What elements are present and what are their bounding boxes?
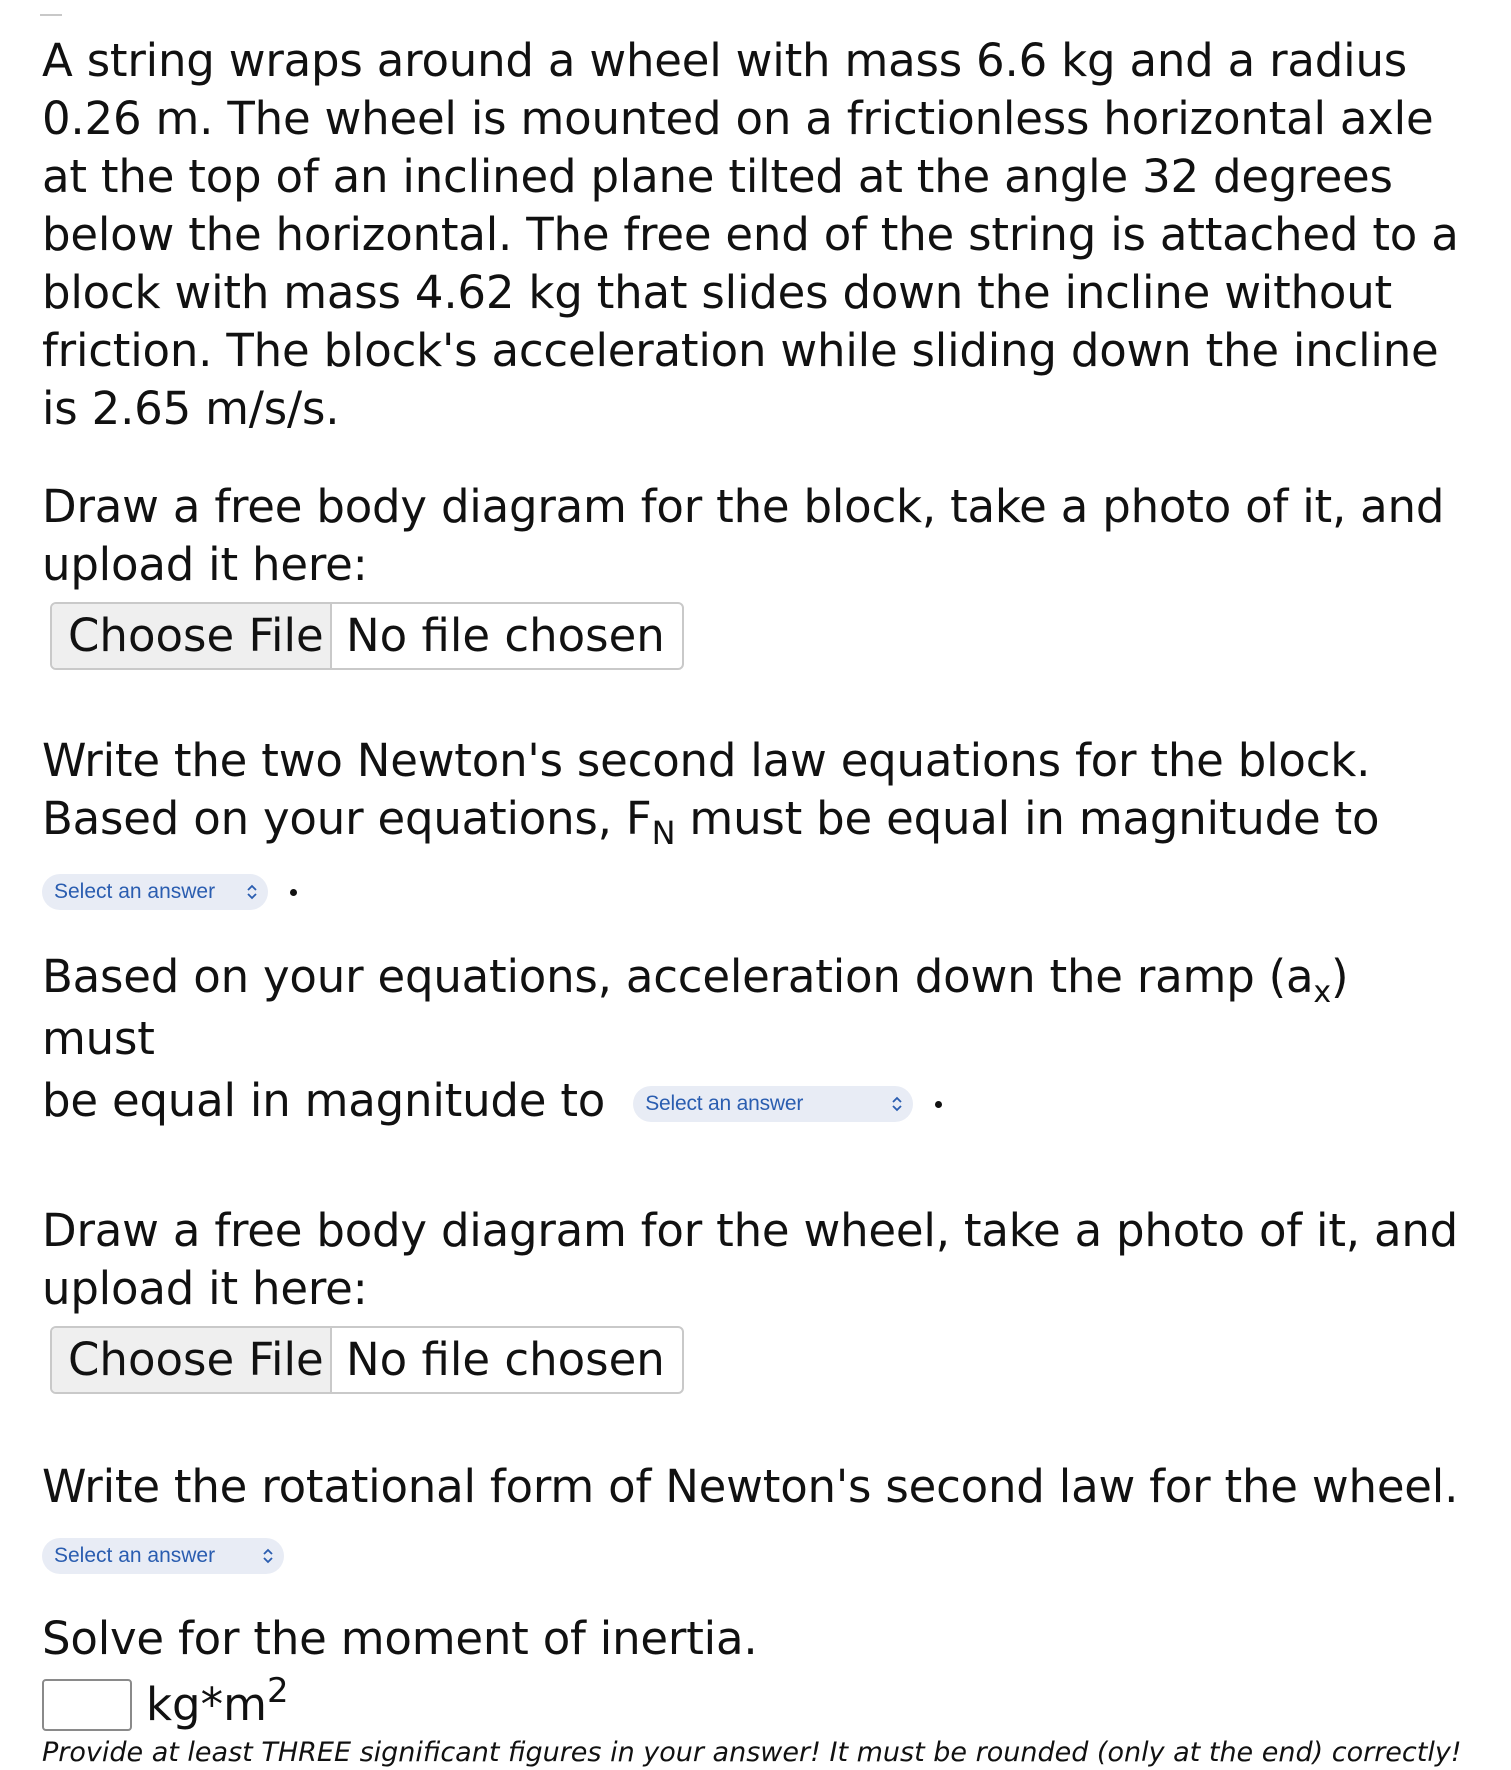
top-divider-tick: [40, 14, 62, 16]
unit-exponent: 2: [266, 1671, 289, 1711]
wheel-rotation-select[interactable]: [42, 1538, 284, 1574]
problem-line: block with mass 4.62 kg that slides down the incline without: [42, 266, 1392, 319]
acceleration-prompt: [42, 946, 1472, 1132]
acceleration-subscript: x: [1313, 975, 1331, 1010]
problem-line: is 2.65 m/s/s.: [42, 382, 340, 435]
chevron-updown-icon: [891, 1096, 903, 1112]
moment-of-inertia-prompt: Solve for the moment of inertia.: [42, 1612, 758, 1665]
normal-force-prompt-end: must be equal in magnitude to: [675, 792, 1380, 845]
moment-of-inertia-section: [42, 1610, 1472, 1770]
acceleration-select-label: Select an answer: [645, 1092, 804, 1115]
block-fbd-prompt-line1: Draw a free body diagram for the block, take a photo of it, and: [42, 480, 1445, 533]
block-fbd-prompt-line2: upload it here:: [42, 538, 368, 591]
wheel-fbd-prompt-line2: upload it here:: [42, 1262, 368, 1315]
block-fbd-prompt: [42, 478, 1472, 594]
problem-line: A string wraps around a wheel with mass 6.6 kg and a radius: [42, 34, 1408, 87]
moment-of-inertia-unit: [146, 1671, 289, 1734]
wheel-rotation-prompt: Write the rotational form of Newton's second law for the wheel.: [42, 1460, 1459, 1513]
block-newton-section: [42, 732, 1472, 912]
problem-line: 0.26 m. The wheel is mounted on a frictionless horizontal axle: [42, 92, 1434, 145]
acceleration-prompt-start: Based on your equations, acceleration down the ramp (a: [42, 950, 1314, 1003]
problem-line: at the top of an inclined plane tilted at the angle 32 degrees: [42, 150, 1393, 203]
wheel-fbd-section: [42, 1202, 1472, 1394]
acceleration-section: [42, 946, 1472, 1132]
moment-of-inertia-input[interactable]: [42, 1679, 132, 1731]
problem-line: friction. The block's acceleration while sliding down the incline: [42, 324, 1439, 377]
normal-force-select[interactable]: [42, 874, 268, 910]
block-fbd-choose-file-button[interactable]: Choose File: [52, 604, 332, 668]
chevron-updown-icon: [262, 1548, 274, 1564]
unit-base: kg*m: [146, 1678, 267, 1731]
block-fbd-section: [42, 478, 1472, 670]
chevron-updown-icon: [246, 884, 258, 900]
problem-statement: [42, 32, 1472, 438]
normal-force-prompt-start: Based on your equations, F: [42, 792, 652, 845]
question-content: [42, 32, 1472, 1770]
block-fbd-file-status: No file chosen: [346, 609, 665, 662]
normal-force-subscript: N: [651, 814, 676, 852]
acceleration-prompt-line2: be equal in magnitude to: [42, 1074, 606, 1127]
wheel-fbd-file-input[interactable]: [50, 1326, 684, 1394]
significant-figures-note: Provide at least THREE significant figures in your answer! It must be rounded (only at the end) correctly!: [42, 1737, 1462, 1768]
acceleration-prompt-end: ) must: [42, 950, 1349, 1065]
wheel-rotation-select-label: Select an answer: [54, 1544, 216, 1567]
block-newton-prompt: [42, 732, 1472, 852]
moment-of-inertia-answer-row: [42, 1671, 1472, 1734]
block-newton-prompt-line1: Write the two Newton's second law equations for the block.: [42, 734, 1371, 787]
sentence-period: [290, 889, 297, 896]
problem-line: below the horizontal. The free end of the string is attached to a: [42, 208, 1459, 261]
wheel-fbd-choose-file-button[interactable]: Choose File: [52, 1328, 332, 1392]
wheel-fbd-file-status: No file chosen: [346, 1333, 665, 1386]
block-fbd-file-input[interactable]: [50, 602, 684, 670]
wheel-fbd-prompt-line1: Draw a free body diagram for the wheel, take a photo of it, and: [42, 1204, 1459, 1257]
normal-force-answer-row: [42, 872, 1472, 912]
normal-force-select-label: Select an answer: [54, 880, 216, 903]
sentence-period: [935, 1101, 942, 1108]
wheel-rotation-answer-row: [42, 1536, 1472, 1576]
wheel-fbd-prompt: [42, 1202, 1472, 1318]
acceleration-select[interactable]: [633, 1086, 913, 1122]
wheel-rotation-section: [42, 1458, 1472, 1576]
